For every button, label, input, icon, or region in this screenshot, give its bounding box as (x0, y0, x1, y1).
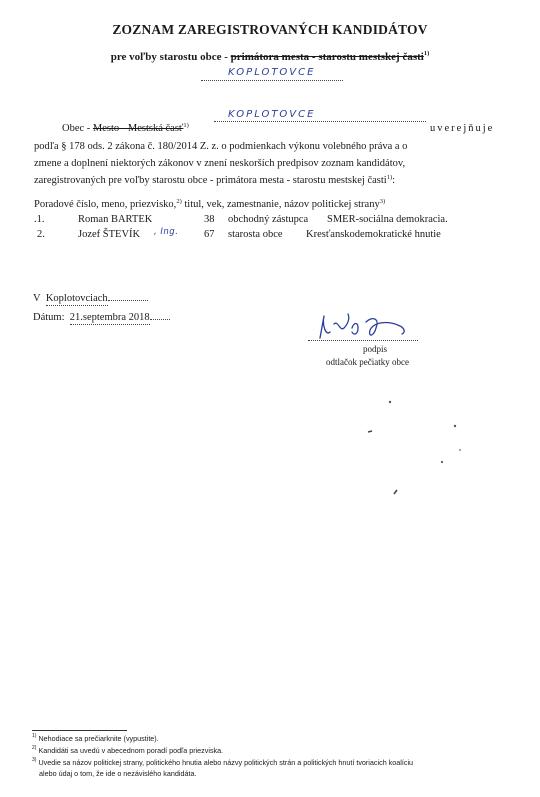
footnote-ref: 1) (386, 174, 393, 181)
candidate-name: Jozef ŠTEVÍK (78, 229, 141, 240)
candidates-header (34, 199, 385, 210)
intro-line-3 (34, 175, 395, 186)
candidate-name: Roman BARTEK (78, 214, 153, 225)
place-label: V (33, 293, 41, 304)
place-line (33, 293, 148, 304)
candidate-age: 38 (204, 214, 215, 225)
dotted-line (108, 299, 148, 301)
footnote (39, 769, 196, 778)
footnote-text: Kandidáti sa uvedú v abecednom poradí podľa priezviska. (38, 746, 224, 755)
signature-line (308, 340, 418, 341)
footnote-ref: 1) (183, 122, 189, 129)
document-title: ZOZNAM ZAREGISTROVANÝCH KANDIDÁTOV (112, 22, 428, 37)
footnote (32, 758, 413, 767)
date-label: Dátum: (33, 312, 65, 323)
intro-line-3-end: : (392, 175, 396, 186)
obec-struck: Mesto - Mestská časť (92, 123, 184, 134)
footnote-text: alebo údaj o tom, že ide o nezávislého kandidáta. (39, 769, 197, 778)
date-line (33, 312, 170, 323)
date-value: 21.septembra 2018 (69, 312, 150, 323)
candidate-number: .1. (34, 214, 45, 225)
subtitle-prefix: pre voľby starostu obce - (110, 51, 231, 63)
candidate-party: SMER-sociálna demokracia. (327, 214, 448, 225)
footnote (32, 746, 223, 755)
footnote (32, 734, 159, 743)
handwritten-municipality-obec: KOPLOTOVCE (228, 109, 316, 120)
place-value: Koplotovciach (45, 293, 108, 304)
dotted-line (201, 80, 343, 81)
footnote-marker: 1) (32, 733, 37, 739)
candidate-age: 67 (204, 229, 215, 240)
stamp-label: odtlačok pečiatky obce (326, 357, 409, 367)
footnote-ref: 3) (379, 198, 386, 205)
footnote-rule (32, 730, 127, 731)
candidate-number: 2. (37, 229, 45, 240)
intro-line-2: zmene a doplnení niektorých zákonov v znení neskorších predpisov zoznam kandidátov, (34, 158, 406, 169)
obec-prefix: Obec - (62, 123, 93, 134)
candidate-occupation: obchodný zástupca (228, 214, 309, 225)
intro-line-3-text: zaregistrovaných pre voľby starostu obce - primátora mesta - starostu mestskej časti (34, 175, 387, 186)
footnote-text: Nehodiace sa prečiarknite (vypustite). (38, 734, 159, 743)
footnote-marker: 2) (32, 745, 37, 751)
footnote-marker: 3) (32, 757, 37, 763)
document-subtitle (0, 51, 540, 63)
dotted-line (150, 318, 170, 320)
footnote-text: Uvedie sa názov politickej strany, politického hnutia alebo názvy politických strán a politických hnutí tvoriacich koalíciu (38, 758, 414, 767)
intro-line-1: podľa § 178 ods. 2 zákona č. 180/2014 Z. z. o podmienkach výkonu volebného práva a o (34, 141, 408, 152)
header-part-1: Poradové číslo, meno, priezvisko, (34, 199, 177, 210)
header-part-2: titul, vek, zamestnanie, názov politickej strany (181, 199, 380, 210)
uverejnuje-word: uverejňuje (430, 123, 495, 134)
footnote-ref: 2) (176, 198, 182, 205)
candidate-occupation: starosta obce (228, 229, 283, 240)
obec-label (62, 123, 189, 134)
handwritten-municipality-title: KOPLOTOVCE (228, 67, 316, 78)
footnote-ref: 1) (423, 50, 430, 57)
signature-label: podpis (363, 344, 388, 354)
faint-stamp-marks (360, 392, 480, 502)
dotted-line (214, 121, 426, 122)
subtitle-struck: primátora mesta - starostu mestskej časti (230, 51, 424, 63)
candidate-title-handwritten: , Ing. (154, 227, 179, 237)
candidate-party: Kresťanskodemokratické hnutie (306, 229, 441, 240)
